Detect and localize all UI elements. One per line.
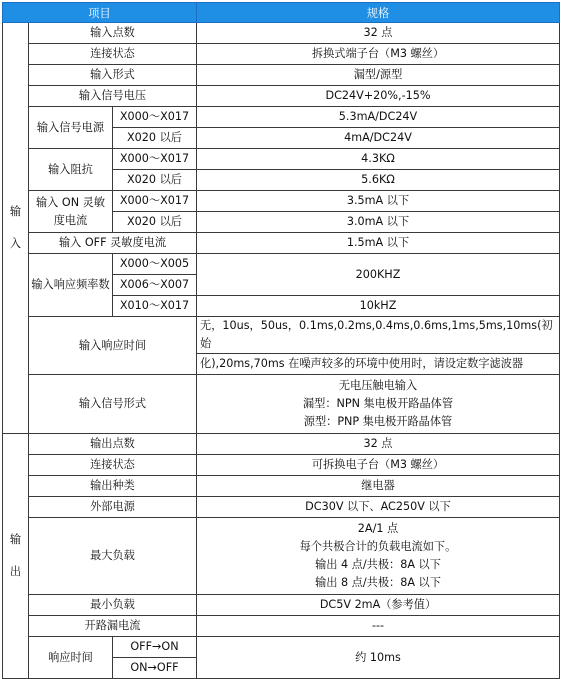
input-on-sense-value: 3.5mA 以下	[197, 191, 560, 212]
input-on-sense-value: 3.0mA 以下	[197, 212, 560, 233]
output-type-label: 输出种类	[29, 476, 197, 497]
table-row	[3, 191, 560, 212]
output-max-load-value	[197, 518, 560, 595]
table-row	[3, 476, 560, 497]
input-freq-range: X010～X017	[113, 296, 197, 317]
input-response-label: 输入响应时间	[29, 317, 197, 375]
header-spec: 规格	[197, 3, 560, 23]
input-freq-value: 10kHZ	[197, 296, 560, 317]
table-row	[3, 107, 560, 128]
input-signal-value	[197, 375, 560, 434]
input-points-value: 32 点	[197, 23, 560, 44]
section-input-label: 输 入	[3, 23, 29, 434]
output-leak-label: 开路漏电流	[29, 616, 197, 637]
table-row	[3, 149, 560, 170]
input-signal-line: 漏型：NPN 集电极开路晶体管	[302, 397, 454, 410]
input-freq-value: 200KHZ	[197, 254, 560, 296]
input-response-value-line: 化),20ms,70ms 在噪声较多的环境中使用时，请设定数字滤波器	[197, 354, 560, 375]
input-impedance-range: X000～X017	[113, 149, 197, 170]
input-points-label: 输入点数	[29, 23, 197, 44]
table-row	[3, 23, 560, 44]
input-on-sense-range: X000～X017	[113, 191, 197, 212]
input-current-range: X020 以后	[113, 128, 197, 149]
table-row	[3, 375, 560, 434]
output-power-value: DC30V 以下、AC250V 以下	[197, 497, 560, 518]
output-max-load-label: 最大负载	[29, 518, 197, 595]
table-row	[3, 497, 560, 518]
table-row	[3, 44, 560, 65]
output-response-range: OFF→ON	[113, 637, 197, 658]
output-response-label: 响应时间	[29, 637, 113, 679]
output-points-value: 32 点	[197, 434, 560, 455]
input-on-sense-range: X020 以后	[113, 212, 197, 233]
table-row	[3, 595, 560, 616]
table-row	[3, 518, 560, 595]
output-power-label: 外部电源	[29, 497, 197, 518]
output-max-load-line: 2A/1 点	[357, 522, 399, 535]
output-max-load-line: 输出 4 点/共极：8A 以下	[315, 558, 441, 571]
table-row	[3, 233, 560, 254]
input-impedance-range: X020 以后	[113, 170, 197, 191]
input-freq-label: 输入响应频率数	[29, 254, 113, 317]
input-current-range: X000～X017	[113, 107, 197, 128]
table-row	[3, 434, 560, 455]
input-response-value-line: 无，10us，50us，0.1ms,0.2ms,0.4ms,0.6ms,1ms,5ms,10ms(初始	[197, 317, 560, 354]
input-freq-range: X000～X005	[113, 254, 197, 275]
input-off-sense-label: 输入 OFF 灵敏度电流	[29, 233, 197, 254]
input-connection-label: 连接状态	[29, 44, 197, 65]
table-row	[3, 616, 560, 637]
table-row	[3, 317, 560, 354]
output-min-load-value: DC5V 2mA（参考值）	[197, 595, 560, 616]
input-impedance-value: 4.3KΩ	[197, 149, 560, 170]
input-signal-label: 输入信号形式	[29, 375, 197, 434]
input-signal-line: 源型：PNP 集电极开路晶体管	[303, 415, 453, 428]
table-row	[3, 254, 560, 275]
header-row	[3, 3, 560, 23]
input-connection-value: 拆换式端子台（M3 螺丝）	[197, 44, 560, 65]
input-current-value: 5.3mA/DC24V	[197, 107, 560, 128]
input-voltage-value: DC24V+20%,-15%	[197, 86, 560, 107]
table-row	[3, 86, 560, 107]
input-impedance-label: 输入阻抗	[29, 149, 113, 191]
spec-table	[2, 2, 560, 679]
output-response-value: 约 10ms	[197, 637, 560, 679]
input-off-sense-value: 1.5mA 以下	[197, 233, 560, 254]
input-impedance-value: 5.6KΩ	[197, 170, 560, 191]
input-current-label: 输入信号电源	[29, 107, 113, 149]
output-min-load-label: 最小负载	[29, 595, 197, 616]
table-row	[3, 65, 560, 86]
output-max-load-line: 输出 8 点/共极：8A 以下	[315, 576, 441, 589]
output-type-value: 继电器	[197, 476, 560, 497]
table-row	[3, 637, 560, 658]
output-leak-value: ---	[197, 616, 560, 637]
output-points-label: 输出点数	[29, 434, 197, 455]
input-voltage-label: 输入信号电压	[29, 86, 197, 107]
header-item: 项目	[3, 3, 197, 23]
section-output-label: 输 出	[3, 434, 29, 679]
input-form-value: 漏型/源型	[197, 65, 560, 86]
output-max-load-line: 每个共极合计的负载电流如下。	[299, 540, 457, 553]
input-freq-range: X006～X007	[113, 275, 197, 296]
output-response-range: ON→OFF	[113, 658, 197, 679]
input-signal-line: 无电压触电输入	[338, 379, 418, 392]
input-current-value: 4mA/DC24V	[197, 128, 560, 149]
output-connection-value: 可拆换电子台（M3 螺丝）	[197, 455, 560, 476]
input-on-sense-label: 输入 ON 灵敏度电流	[29, 191, 113, 233]
table-row	[3, 455, 560, 476]
input-form-label: 输入形式	[29, 65, 197, 86]
output-connection-label: 连接状态	[29, 455, 197, 476]
